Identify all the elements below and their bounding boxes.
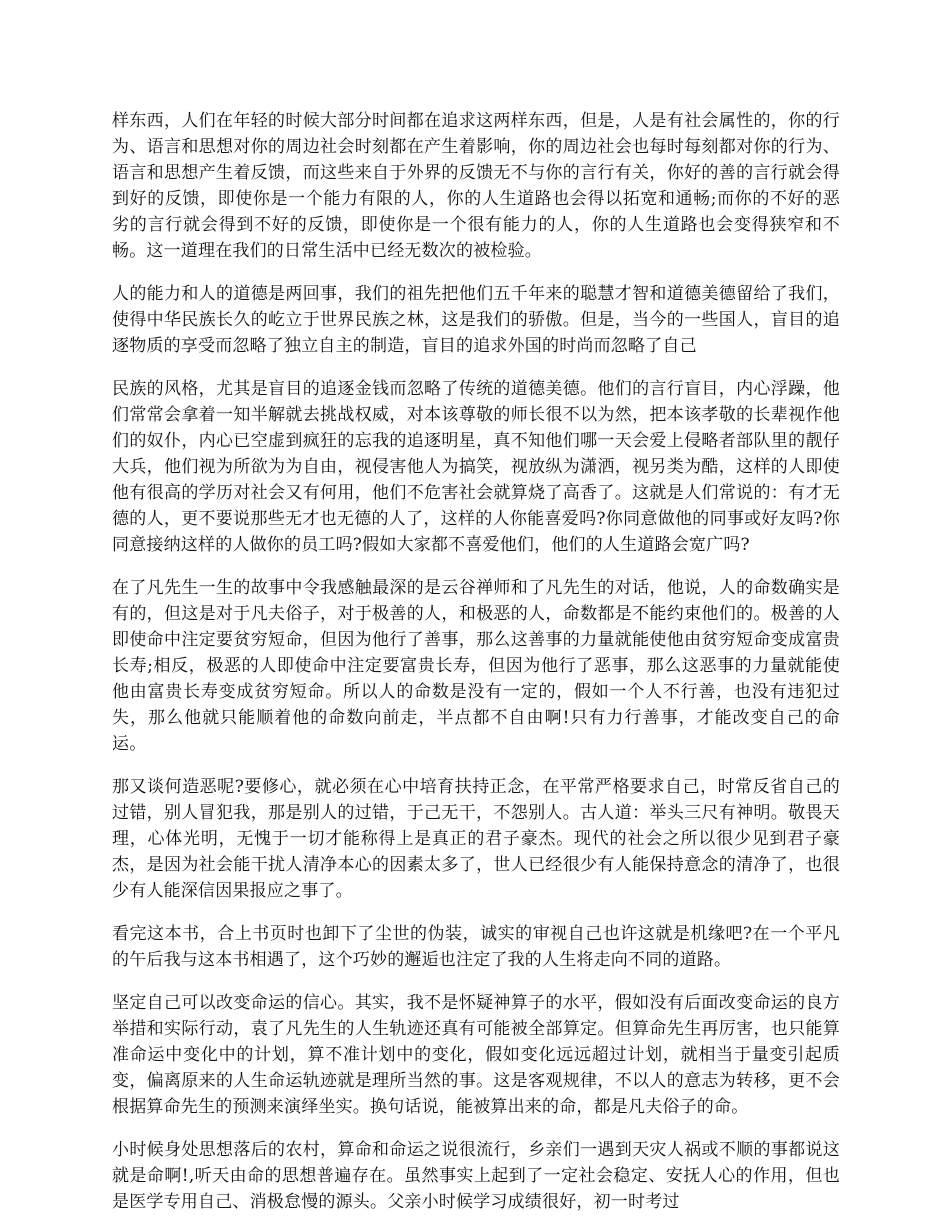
paragraph-6: 看完这本书，合上书页时也卸下了尘世的伪装，诚实的审视自己也许这就是机缘吧?在一个平凡的午后我与这本书相遇了，这个巧妙的邂逅也注定了我的人生将走向不同的道路。 <box>112 924 840 970</box>
paragraph-3: 民族的风格，尤其是盲目的追逐金钱而忽略了传统的道德美德。他们的言行盲目，内心浮躁，他们常常会拿着一知半解就去挑战权威，对本该尊敬的师长很不以为然，把本该孝敬的长辈视作他们的奴仆，内心已空虚到疯狂的忘我的追逐明星，真不知他们哪一天会爱上侵略者部队里的靓仔大兵，他们视为所欲为为自由，视侵害他人为搞笑，视放纵为潇洒，视另类为酷，这样的人即使他有很高的学历对社会又有何用，他们不危害社会就算烧了高香了。这就是人们常说的：有才无德的人，更不要说那些无才也无德的人了，这样的人你能喜爱吗?你同意做他的同事或好友吗?你同意接纳这样的人做你的员工吗?假如大家都不喜爱他们，他们的人生道路会宽广吗? <box>112 379 840 555</box>
paragraph-4: 在了凡先生一生的故事中令我感触最深的是云谷禅师和了凡先生的对话，他说，人的命数确实是有的，但这是对于凡夫俗子，对于极善的人，和极恶的人，命数都是不能约束他们的。极善的人即使命中注定要贫穷短命，但因为他行了善事，那么这善事的力量就能使他由贫穷短命变成富贵长寿;相反，极恶的人即使命中注定要富贵长寿，但因为他行了恶事，那么这恶事的力量就能使他由富贵长寿变成贫穷短命。所以人的命数是没有一定的，假如一个人不行善，也没有违犯过失，那么他就只能顺着他的命数向前走，半点都不自由啊!只有力行善事，才能改变自己的命运。 <box>112 578 840 754</box>
document-body <box>112 108 840 1232</box>
paragraph-2: 人的能力和人的道德是两回事，我们的祖先把他们五千年来的聪慧才智和道德美德留给了我们，使得中华民族长久的屹立于世界民族之林，这是我们的骄傲。但是，当今的一些国人，盲目的追逐物质的享受而忽略了独立自主的制造，盲目的追求外国的时尚而忽略了自己 <box>112 284 840 356</box>
paragraph-8: 小时候身处思想落后的农村，算命和命运之说很流行，乡亲们一遇到天灾人祸或不顺的事都说这就是命啊!,听天由命的思想普遍存在。虽然事实上起到了一定社会稳定、安抚人心的作用，但也是医学专用自己、消极怠慢的源头。父亲小时候学习成绩很好，初一时考过 <box>112 1140 840 1212</box>
paragraph-5: 那又谈何造恶呢?要修心，就必须在心中培育扶持正念，在平常严格要求自己，时常反省自己的过错，别人冒犯我，那是别人的过错，于己无干，不怨别人。古人道：举头三尺有神明。敬畏天理，心体光明，无愧于一切才能称得上是真正的君子豪杰。现代的社会之所以很少见到君子豪杰，是因为社会能干扰人清净本心的因素太多了，世人已经很少有人能保持意念的清净了，也很少有人能深信因果报应之事了。 <box>112 777 840 901</box>
paragraph-7: 坚定自己可以改变命运的信心。其实，我不是怀疑神算子的水平，假如没有后面改变命运的良方举措和实际行动，袁了凡先生的人生轨迹还真有可能被全部算定。但算命先生再厉害，也只能算准命运中变化中的计划，算不准计划中的变化，假如变化远远超过计划，就相当于量变引起质变，偏离原来的人生命运轨迹就是理所当然的事。这是客观规律，不以人的意志为转移，更不会根据算命先生的预测来演绎坐实。换句话说，能被算出来的命，都是凡夫俗子的命。 <box>112 993 840 1117</box>
paragraph-1: 样东西，人们在年轻的时候大部分时间都在追求这两样东西，但是，人是有社会属性的，你的行为、语言和思想对你的周边社会时刻都在产生着影响，你的周边社会也每时每刻都对你的行为、语言和思想产生着反馈，而这些来自于外界的反馈无不与你的言行有关，你好的善的言行就会得到好的反馈，即使你是一个能力有限的人，你的人生道路也会得以拓宽和通畅;而你的不好的恶劣的言行就会得到不好的反馈，即使你是一个很有能力的人，你的人生道路也会变得狭窄和不畅。这一道理在我们的日常生活中已经无数次的被检验。 <box>112 111 840 261</box>
